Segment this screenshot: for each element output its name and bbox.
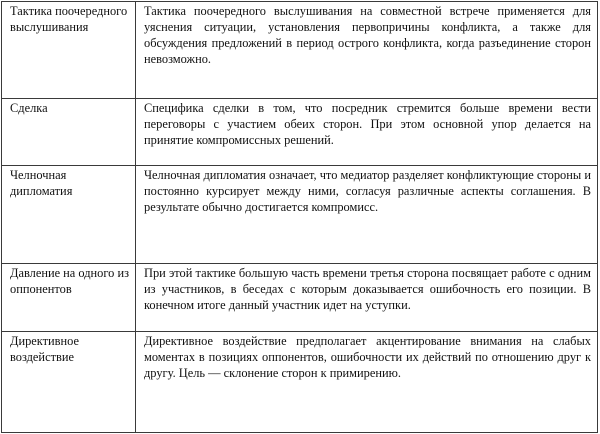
tactic-description-cell: Директивное воздействие предполагает акцентирование внимания на слабых моментах в позициях оппонентов, ошибочности их действий по отношению друг к другу. Цель — склонение сторон к примирению. xyxy=(136,332,598,433)
table-row xyxy=(2,99,598,166)
tactic-description-cell: Челночная дипломатия означает, что медиатор разделяет конфликтующие стороны и постоянно курсирует между ними, согласуя различные аспекты соглашения. В результате обычно достигается компромисс. xyxy=(136,166,598,264)
table-row xyxy=(2,264,598,332)
tactic-name-cell: Тактика поочередного выслушивания xyxy=(2,2,136,99)
table-row xyxy=(2,332,598,433)
tactic-description-cell: При этой тактике большую часть времени третья сторона посвящает работе с одним из участников, в беседах с которым доказывается ошибочность его позиции. В конечном итоге данный участник идет на уступки. xyxy=(136,264,598,332)
table-row xyxy=(2,2,598,99)
tactic-name-cell: Давление на одного из оппонентов xyxy=(2,264,136,332)
tactic-name-cell: Директивное воздействие xyxy=(2,332,136,433)
table-row xyxy=(2,166,598,264)
tactic-name-cell: Челночная дипломатия xyxy=(2,166,136,264)
tactic-name-cell: Сделка xyxy=(2,99,136,166)
tactics-table xyxy=(1,1,598,433)
tactic-description-cell: Специфика сделки в том, что посредник стремится больше времени вести переговоры с участием обеих сторон. При этом основной упор делается на принятие компромиссных решений. xyxy=(136,99,598,166)
tactic-description-cell: Тактика поочередного выслушивания на совместной встрече применяется для уяснения ситуации, установления первопричины конфликта, а также для обсуждения предложений в период острого конфликта, когда разъединение сторон невозможно. xyxy=(136,2,598,99)
